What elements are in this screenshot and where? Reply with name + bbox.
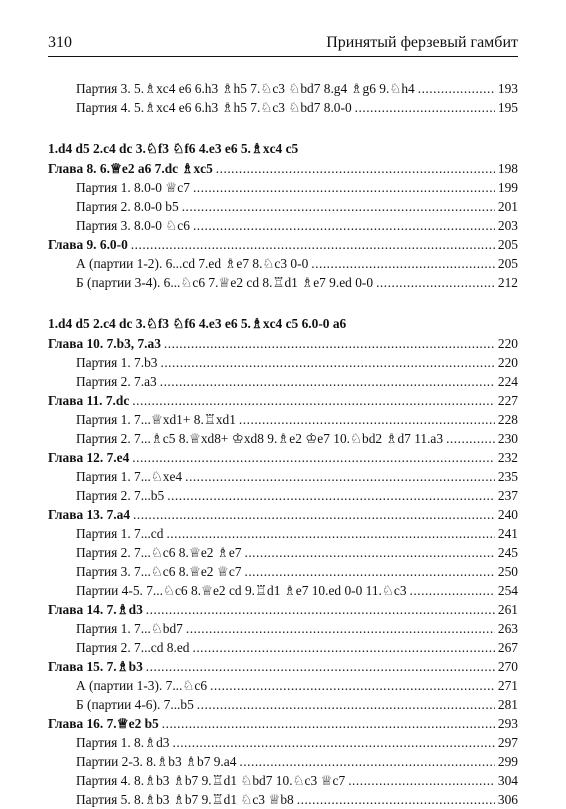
section-heading-label: 1.d4 d5 2.c4 dc 3.♘f3 ♘f6 4.e3 e6 5.♗xc4 c5 6.0-0 a6 — [48, 316, 347, 331]
entry-title: Партия 1. 7.b3 — [76, 355, 158, 370]
dot-leader — [244, 562, 494, 581]
dot-leader — [239, 410, 495, 429]
chapter-title: Глава 9. 6.0-0 — [48, 237, 128, 252]
dot-leader — [410, 581, 495, 600]
entry-title: Партии 4-5. 7...♘c6 8.♕e2 cd 9.♖d1 ♗e7 10.ed 0-0 11.♘c3 — [76, 583, 407, 598]
toc-entry-row — [48, 79, 518, 98]
page-ref: 224 — [497, 374, 518, 389]
chapter-title: Глава 16. 7.♕e2 b5 — [48, 716, 159, 731]
toc-entry-row — [48, 752, 518, 771]
toc-chapter-row — [48, 714, 518, 733]
toc-entry-row — [48, 178, 518, 197]
page-ref: 240 — [497, 507, 518, 522]
page-ref: 245 — [497, 545, 518, 560]
toc-entry-row — [48, 695, 518, 714]
chapter-title: Глава 10. 7.b3, 7.a3 — [48, 336, 161, 351]
toc-entry-row — [48, 216, 518, 235]
page-ref: 205 — [497, 256, 518, 271]
toc-chapter-row — [48, 159, 518, 178]
dot-leader — [146, 657, 495, 676]
section-gap — [48, 117, 518, 139]
toc-chapter-row — [48, 391, 518, 410]
dot-leader — [162, 714, 495, 733]
entry-title: Партия 2. 7...cd 8.ed — [76, 640, 190, 655]
dot-leader — [239, 752, 494, 771]
dot-leader — [173, 733, 495, 752]
page-header — [48, 30, 518, 54]
page-ref: 304 — [497, 773, 518, 788]
page-ref: 254 — [497, 583, 518, 598]
dot-leader — [132, 391, 495, 410]
toc-entry-row — [48, 429, 518, 448]
dot-leader — [446, 429, 495, 448]
page-ref: 228 — [497, 412, 518, 427]
dot-leader — [311, 254, 495, 273]
dot-leader — [193, 216, 495, 235]
dot-leader — [216, 159, 495, 178]
toc-entry-row — [48, 733, 518, 752]
entry-title: А (партии 1-3). 7...♘c6 — [76, 678, 208, 693]
toc-entry-row — [48, 254, 518, 273]
dot-leader — [167, 486, 495, 505]
page-ref: 199 — [497, 180, 518, 195]
section-heading — [48, 139, 518, 159]
page-ref: 263 — [497, 621, 518, 636]
entry-title: Партии 2-3. 8.♗b3 ♗b7 9.a4 — [76, 754, 237, 769]
dot-leader — [348, 771, 495, 790]
toc-chapter-row — [48, 505, 518, 524]
page-ref: 281 — [497, 697, 518, 712]
dot-leader — [182, 197, 495, 216]
page-ref: 306 — [497, 792, 518, 807]
entry-title: Партия 3. 5.♗xc4 e6 6.h3 ♗h5 7.♘c3 ♘bd7 8.g4 ♗g6 9.♘h4 — [76, 81, 415, 96]
toc-entry-row — [48, 676, 518, 695]
dot-leader — [197, 695, 495, 714]
toc-chapter-row — [48, 334, 518, 353]
entry-title: Партия 1. 8.0-0 ♕c7 — [76, 180, 190, 195]
toc-entry-row — [48, 581, 518, 600]
page-ref: 297 — [497, 735, 518, 750]
section-heading-label: 1.d4 d5 2.c4 dc 3.♘f3 ♘f6 4.e3 e6 5.♗xc4 c5 — [48, 141, 299, 156]
entry-title: Партия 4. 8.♗b3 ♗b7 9.♖d1 ♘bd7 10.♘c3 ♕c7 — [76, 773, 346, 788]
dot-leader — [185, 467, 495, 486]
entry-title: Партия 2. 7...♘c6 8.♕e2 ♗e7 — [76, 545, 242, 560]
page-ref: 230 — [497, 431, 518, 446]
page-ref: 271 — [497, 678, 518, 693]
page-ref: 205 — [497, 237, 518, 252]
entry-title: Партия 3. 7...♘c6 8.♕e2 ♕c7 — [76, 564, 242, 579]
entry-title: Партия 2. 8.0-0 b5 — [76, 199, 179, 214]
table-of-contents — [48, 79, 518, 809]
toc-entry-row — [48, 771, 518, 790]
toc-entry-row — [48, 619, 518, 638]
dot-leader — [192, 638, 494, 657]
page-ref: 299 — [497, 754, 518, 769]
entry-title: А (партии 1-2). 6...cd 7.ed ♗e7 8.♘c3 0-0 — [76, 256, 309, 271]
toc-chapter-row — [48, 448, 518, 467]
page-ref: 250 — [497, 564, 518, 579]
dot-leader — [355, 98, 495, 117]
toc-entry-row — [48, 562, 518, 581]
dot-leader — [210, 676, 495, 695]
running-title: Принятый ферзевый гамбит — [326, 34, 518, 51]
entry-title: Партия 1. 8.♗d3 — [76, 735, 170, 750]
entry-title: Партия 1. 7...♕xd1+ 8.♖xd1 — [76, 412, 236, 427]
page-ref: 212 — [497, 275, 518, 290]
page-ref: 203 — [497, 218, 518, 233]
chapter-title: Глава 14. 7.♗d3 — [48, 602, 143, 617]
toc-entry-row — [48, 353, 518, 372]
entry-title: Партия 3. 8.0-0 ♘c6 — [76, 218, 190, 233]
chapter-title: Глава 15. 7.♗b3 — [48, 659, 143, 674]
toc-entry-row — [48, 543, 518, 562]
entry-title: Партия 1. 7...♘xe4 — [76, 469, 183, 484]
entry-title: Партия 2. 7...b5 — [76, 488, 165, 503]
toc-chapter-row — [48, 657, 518, 676]
page-ref: 195 — [497, 100, 518, 115]
page-ref: 220 — [497, 336, 518, 351]
toc-entry-row — [48, 410, 518, 429]
page-ref: 267 — [497, 640, 518, 655]
toc-entry-row — [48, 98, 518, 117]
entry-title: Б (партии 3-4). 6...♘c6 7.♕e2 cd 8.♖d1 ♗e7 9.ed 0-0 — [76, 275, 374, 290]
dot-leader — [166, 524, 494, 543]
toc-entry-row — [48, 467, 518, 486]
chapter-title: Глава 11. 7.dc — [48, 393, 130, 408]
toc-entry-row — [48, 197, 518, 216]
chapter-title: Глава 13. 7.a4 — [48, 507, 131, 522]
page-ref: 235 — [497, 469, 518, 484]
page-ref: 293 — [497, 716, 518, 731]
toc-entry-row — [48, 273, 518, 292]
toc-entry-row — [48, 372, 518, 391]
page-ref: 220 — [497, 355, 518, 370]
dot-leader — [160, 353, 494, 372]
page-ref: 261 — [497, 602, 518, 617]
entry-title: Партия 5. 8.♗b3 ♗b7 9.♖d1 ♘c3 ♕b8 — [76, 792, 294, 807]
dot-leader — [131, 235, 495, 254]
page-ref: 193 — [497, 81, 518, 96]
entry-title: Партия 4. 5.♗xc4 e6 6.h3 ♗h5 7.♘c3 ♘bd7 8.0-0 — [76, 100, 352, 115]
dot-leader — [376, 273, 495, 292]
dot-leader — [193, 178, 495, 197]
dot-leader — [146, 600, 495, 619]
entry-title: Партия 1. 7...cd — [76, 526, 164, 541]
entry-title: Партия 1. 7...♘bd7 — [76, 621, 183, 636]
dot-leader — [418, 79, 495, 98]
chapter-title: Глава 12. 7.e4 — [48, 450, 130, 465]
page-ref: 270 — [497, 659, 518, 674]
page-number: 310 — [48, 34, 72, 51]
entry-title: Б (партии 4-6). 7...b5 — [76, 697, 194, 712]
page-ref: 198 — [497, 161, 518, 176]
section-gap — [48, 292, 518, 314]
page-ref: 201 — [497, 199, 518, 214]
toc-entry-row — [48, 638, 518, 657]
page-ref: 232 — [497, 450, 518, 465]
toc-entry-row — [48, 524, 518, 543]
dot-leader — [132, 448, 495, 467]
entry-title: Партия 2. 7...♗c5 8.♕xd8+ ♔xd8 9.♗e2 ♔e7 10.♘bd2 ♗d7 11.a3 — [76, 431, 444, 446]
toc-entry-row — [48, 486, 518, 505]
dot-leader — [186, 619, 495, 638]
dot-leader — [133, 505, 495, 524]
page-ref: 237 — [497, 488, 518, 503]
toc-chapter-row — [48, 235, 518, 254]
entry-title: Партия 2. 7.a3 — [76, 374, 157, 389]
page-ref: 241 — [497, 526, 518, 541]
dot-leader — [164, 334, 495, 353]
dot-leader — [160, 372, 495, 391]
header-rule — [48, 56, 518, 57]
section-heading — [48, 314, 518, 334]
chapter-title: Глава 8. 6.♕e2 a6 7.dc ♗xc5 — [48, 161, 213, 176]
page-ref: 227 — [497, 393, 518, 408]
dot-leader — [244, 543, 494, 562]
toc-chapter-row — [48, 600, 518, 619]
